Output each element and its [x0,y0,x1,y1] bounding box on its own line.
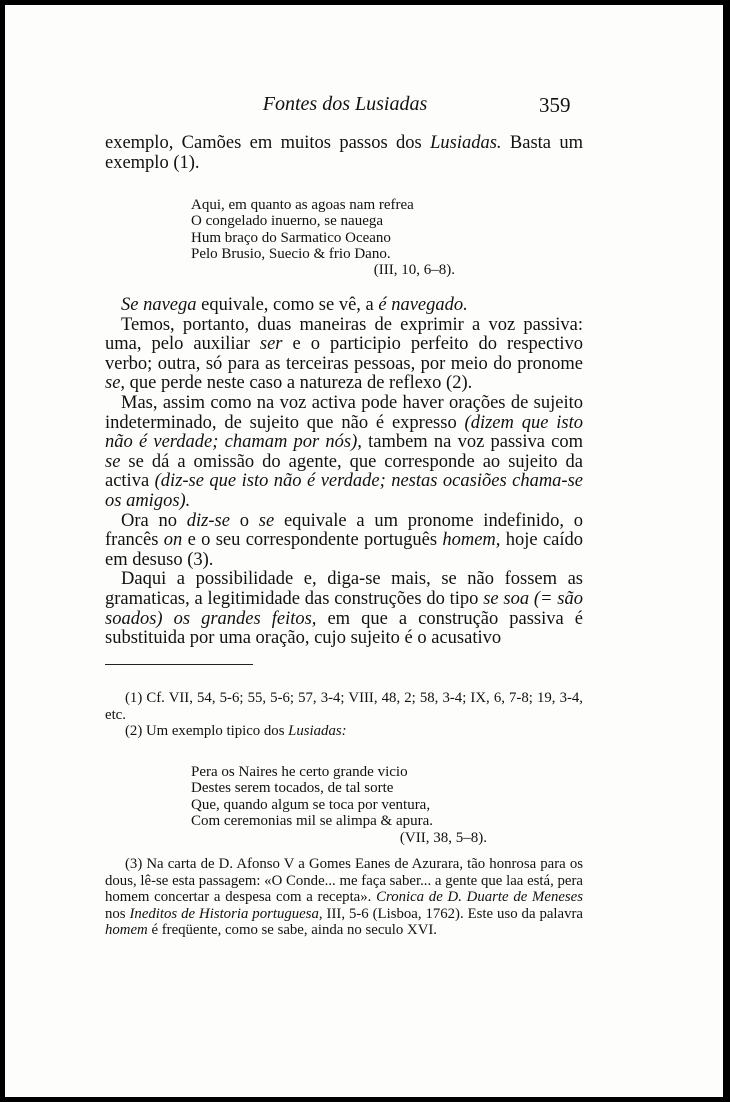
verse-line: Aqui, em quanto as agoas nam refrea [191,197,414,213]
paragraph-5: Daqui a possibilidade e, diga-se mais, se não fossem as gramaticas, a legitimidade das construções do tipo se soa (= são soados) os grandes feitos, em que a construção passiva é substituida por uma oração, cujo sujeito é o acusativo [105,569,583,649]
verse-quotation [191,197,455,278]
verse-reference: (III, 10, 6–8). [373,262,455,279]
paragraph-2: Temos, portanto, duas maneiras de exprimir a voz passiva: uma, pelo auxiliar ser e o participio perfeito do respectivo verbo; outra, só para as terceiras pessoas, por meio do pronome se, que perde neste caso a natureza de reflexo (2). [105,314,583,394]
paragraph-1: Se navega equivale, como se vê, a é navegado. [121,295,468,315]
footnote-3: (3) Na carta de D. Afonso V a Gomes Eanes de Azurara, tão honrosa para os dous, lê-se esta passagem: «O Conde... me faça saber... a gente que laa está, pera homem concertar a despesa com a recepta». Cronica de D. Duarte de Meneses nos Ineditos de Historia portuguesa, III, 5-6 (Lisboa, 1762). Este uso da palavra homem é freqüente, como se sabe, ainda no seculo XVI. [105,856,583,939]
verse-line: Pelo Brusio, Suecio & frio Dano. [191,245,391,262]
verse-line: Destes serem tocados, de tal sorte [191,780,394,797]
intro-paragraph: exemplo, Camões em muitos passos dos Lusiadas. Basta um exemplo (1). [105,133,583,173]
book-page [5,5,723,1097]
verse-line: Hum braço do Sarmatico Oceano [191,229,391,246]
verse-line: O congelado inuerno, se nauega [191,213,384,230]
footnote-3-block [105,856,583,939]
verse-line: Pera os Naires he certo grande vicio [191,764,408,780]
verse-reference: (VII, 38, 5–8). [399,829,487,846]
footnote-divider [105,664,253,665]
running-header: Fontes dos Lusiadas [262,93,428,115]
verse-line: Com ceremonias mil se alimpa & apura. [191,813,434,830]
paragraph-4: Ora no diz-se o se equivale a um pronome indefinido, o francês on e o seu correspondente português homem, hoje caído em desuso (3). [105,510,584,570]
footnote-2: (2) Um exemplo tipico dos Lusiadas: [125,723,347,740]
footnotes [105,690,583,740]
paragraph-3: Mas, assim como na voz activa pode haver orações de sujeito indeterminado, de sujeito que não é expresso (dizem que isto não é verdade; chamam por nós), tambem na voz passiva com se se dá a omissão do agente, que corresponde ao sujeito da activa (diz-se que isto não é verdade; nestas ocasiões chama-se os amigos). [105,392,583,511]
main-text [105,296,583,649]
page-number: 359 [539,93,571,117]
verse-line: Que, quando algum se toca por ventura, [191,796,431,813]
footnote-1: (1) Cf. VII, 54, 5-6; 55, 5-6; 57, 3-4; VIII, 48, 2; 58, 3-4; IX, 6, 7-8; 19, 3-4, etc. [105,690,583,723]
footnote-verse [191,764,487,846]
